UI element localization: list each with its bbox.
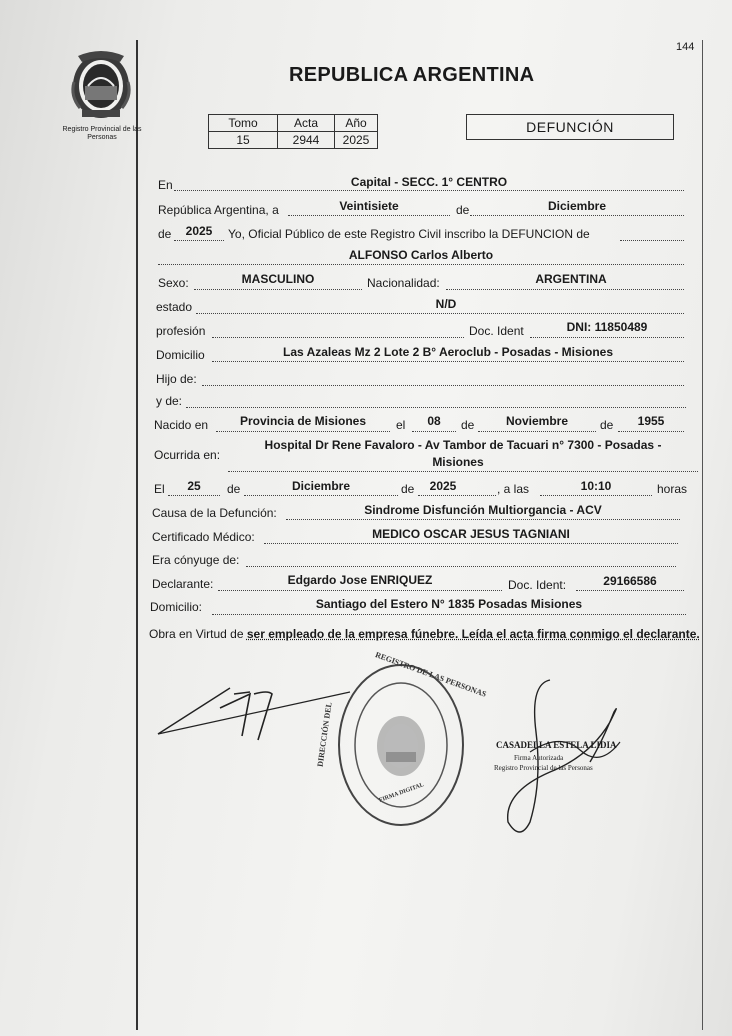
dotted-line <box>212 337 464 338</box>
dotted-line <box>186 407 686 408</box>
tomo-value: 15 <box>209 132 278 149</box>
value-declarante-domicilio: Santiago del Estero N° 1835 Posadas Misiones <box>315 597 583 611</box>
left-margin-line <box>136 40 138 1030</box>
value-lugar: Capital - SECC. 1° CENTRO <box>350 175 508 189</box>
value-obra: ser empleado de la empresa fúnebre. Leída el acta firma conmigo el declarante. <box>246 627 700 641</box>
right-margin-line <box>702 40 703 1030</box>
label-estado: estado <box>156 300 193 314</box>
label-nacionalidad: Nacionalidad: <box>367 276 440 290</box>
label-de: de <box>227 482 241 496</box>
label-doc-ident: Doc. Ident <box>469 324 524 338</box>
label-de: de <box>456 203 470 217</box>
value-declarante: Edgardo Jose ENRIQUEZ <box>287 573 433 587</box>
dotted-line <box>158 264 684 265</box>
value-nacionalidad: ARGENTINA <box>535 272 607 286</box>
dotted-line <box>540 495 652 496</box>
label-domicilio: Domicilio: <box>150 600 203 614</box>
value-estado: N/D <box>435 297 457 311</box>
label-declarante: Declarante: <box>152 577 214 591</box>
label-obra: Obra en Virtud de <box>149 627 244 641</box>
coat-of-arms-logo <box>68 46 134 124</box>
label-republica: República Argentina, a <box>158 203 279 217</box>
label-yo-oficial: Yo, Oficial Público de este Registro Civil inscribo la DEFUNCION de <box>228 227 590 241</box>
signature-name: CASADELLA ESTELA LIDIA <box>496 740 617 750</box>
logo-caption: Registro Provincial de las Personas <box>62 126 142 141</box>
dotted-line <box>288 215 450 216</box>
value-certificado: MEDICO OSCAR JESUS TAGNIANI <box>372 527 570 541</box>
value-mes: Diciembre <box>547 199 607 213</box>
value-sexo: MASCULINO <box>241 272 315 286</box>
officer-signature <box>490 672 640 842</box>
label-el: el <box>396 418 406 432</box>
label-doc-ident: Doc. Ident: <box>508 578 567 592</box>
dotted-line <box>446 289 684 290</box>
dotted-line <box>196 313 684 314</box>
dotted-line <box>620 240 684 241</box>
value-anio: 2025 <box>185 224 213 238</box>
dotted-line <box>168 495 220 496</box>
stamp-bottom-text: FIRMA DIGITAL <box>378 782 425 804</box>
dotted-line <box>412 431 456 432</box>
label-el: El <box>154 482 165 496</box>
anio-label: Año <box>335 115 378 132</box>
value-ocurrida-linea1: Hospital Dr Rene Favaloro - Av Tambor de Tacuari n° 7300 - Posadas - <box>264 438 662 452</box>
dotted-line <box>216 431 390 432</box>
dotted-line <box>246 566 676 567</box>
dotted-line <box>478 431 596 432</box>
value-dia-letras: Veintisiete <box>339 199 399 213</box>
label-causa: Causa de la Defunción: <box>152 506 277 520</box>
dotted-line <box>244 495 398 496</box>
page-number: 144 <box>676 41 695 53</box>
value-def-anio: 2025 <box>429 479 457 493</box>
record-type-box: DEFUNCIÓN <box>466 114 674 140</box>
acta-value: 2944 <box>278 132 335 149</box>
document-title: REPUBLICA ARGENTINA <box>289 64 535 86</box>
signature-role: Firma Autorizada <box>514 754 564 762</box>
dotted-line <box>576 590 684 591</box>
label-conyuge: Era cónyuge de: <box>152 553 240 567</box>
label-en: En <box>158 178 173 192</box>
tomo-acta-anio-table <box>208 114 378 149</box>
value-def-dia: 25 <box>187 479 201 493</box>
dotted-line <box>418 495 496 496</box>
label-horas: horas <box>657 482 688 496</box>
label-y-de: y de: <box>156 394 183 408</box>
anio-value: 2025 <box>335 132 378 149</box>
label-certificado: Certificado Médico: <box>152 530 255 544</box>
label-profesion: profesión <box>156 324 206 338</box>
value-nacido-anio: 1955 <box>637 414 665 428</box>
signature-org: Registro Provincial de las Personas <box>494 764 593 772</box>
value-nombre: ALFONSO Carlos Alberto <box>348 248 494 262</box>
dotted-line <box>174 190 684 191</box>
dotted-line <box>286 519 680 520</box>
dotted-line <box>530 337 684 338</box>
value-nacido-mes: Noviembre <box>505 414 569 428</box>
label-sexo: Sexo: <box>158 276 189 290</box>
obra-en-virtud <box>149 626 701 642</box>
label-hijo-de: Hijo de: <box>156 372 197 386</box>
stamp-ring-left-text: DIRECCIÓN DEL <box>315 701 334 768</box>
label-a-las: , a las <box>497 482 530 496</box>
value-nacido-lugar: Provincia de Misiones <box>239 414 367 428</box>
stamp-ring-text: REGISTRO DE LAS PERSONAS <box>374 650 488 699</box>
label-de: de <box>461 418 475 432</box>
dotted-line <box>194 289 362 290</box>
label-de: de <box>401 482 415 496</box>
value-ocurrida-linea2: Misiones <box>432 455 484 469</box>
value-declarante-doc: 29166586 <box>603 574 657 588</box>
value-dni: DNI: 11850489 <box>566 320 648 334</box>
value-def-hora: 10:10 <box>580 479 612 493</box>
dotted-line <box>264 543 678 544</box>
tomo-label: Tomo <box>209 115 278 132</box>
label-ocurrida-en: Ocurrida en: <box>154 448 221 462</box>
dotted-line <box>202 385 684 386</box>
dotted-line <box>212 614 686 615</box>
dotted-line <box>618 431 684 432</box>
dotted-line <box>212 361 684 362</box>
value-domicilio: Las Azaleas Mz 2 Lote 2 B° Aeroclub - Posadas - Misiones <box>283 345 613 359</box>
acta-label: Acta <box>278 115 335 132</box>
label-domicilio: Domicilio <box>156 348 205 362</box>
dotted-line <box>228 471 698 472</box>
label-nacido-en: Nacido en <box>154 418 209 432</box>
dotted-line <box>218 590 502 591</box>
value-causa: Sindrome Disfunción Multiorgancia - ACV <box>364 503 602 517</box>
dotted-line <box>174 240 224 241</box>
dotted-line <box>470 215 684 216</box>
value-nacido-dia: 08 <box>427 414 441 428</box>
label-de: de <box>158 227 172 241</box>
label-de: de <box>600 418 614 432</box>
value-def-mes: Diciembre <box>291 479 351 493</box>
